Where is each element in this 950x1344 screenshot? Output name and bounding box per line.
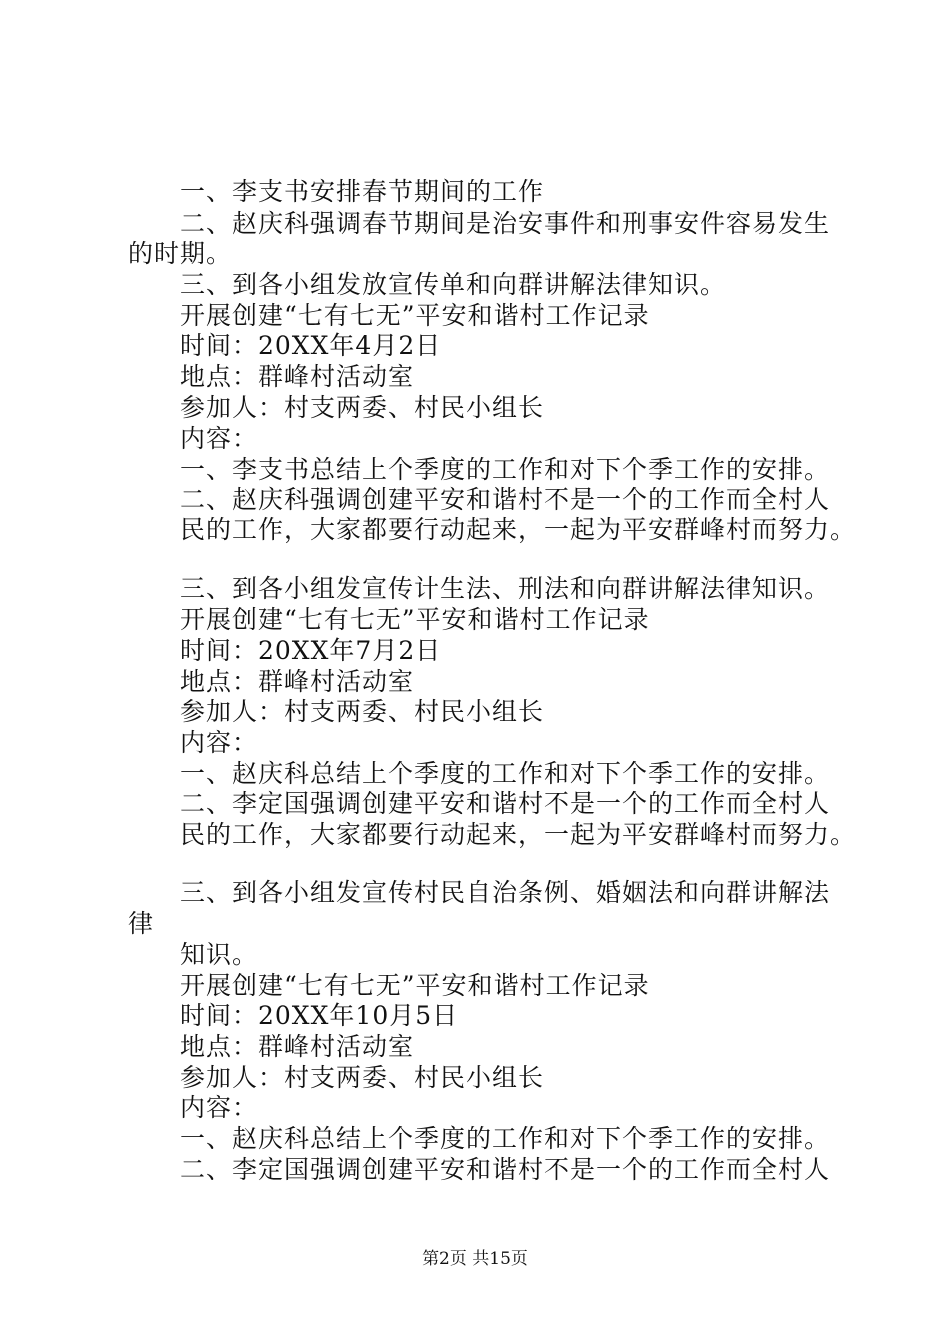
text-line: 地点：群峰村活动室 (180, 1032, 415, 1061)
text-line: 三、到各小组发放宣传单和向群讲解法律知识。 (180, 270, 727, 299)
text-line: 一、赵庆科总结上个季度的工作和对下个季工作的安排。 (180, 759, 831, 788)
text-line: 一、李支书总结上个季度的工作和对下个季工作的安排。 (180, 455, 831, 484)
text-line: 内容： (180, 728, 259, 757)
text-line: 内容： (180, 424, 259, 453)
text-line: 知识。 (180, 940, 259, 969)
text-line: 地点：群峰村活动室 (180, 362, 415, 391)
text-line: 开展创建“七有七无”平安和谐村工作记录 (180, 301, 650, 330)
text-line: 二、李定国强调创建平安和谐村不是一个的工作而全村人 (180, 789, 831, 818)
text-line: 二、赵庆科强调春节期间是治安事件和刑事安件容易发生 (180, 209, 831, 238)
text-line: 参加人：村支两委、村民小组长 (180, 393, 545, 422)
text-line: 参加人：村支两委、村民小组长 (180, 1063, 545, 1092)
text-line: 三、到各小组发宣传村民自治条例、婚姻法和向群讲解法 (180, 878, 831, 907)
text-line: 的时期。 (128, 239, 233, 268)
text-line: 民的工作，大家都要行动起来，一起为平安群峰村而努力。 (180, 820, 857, 849)
text-line: 时间：20XX年4月2日 (180, 331, 442, 360)
text-line: 时间：20XX年10月5日 (180, 1001, 459, 1030)
text-line: 参加人：村支两委、村民小组长 (180, 697, 545, 726)
text-line: 开展创建“七有七无”平安和谐村工作记录 (180, 605, 650, 634)
text-line: 时间：20XX年7月2日 (180, 636, 442, 665)
page-footer: 第2页 共15页 (422, 1249, 528, 1269)
text-line: 三、到各小组发宣传计生法、刑法和向群讲解法律知识。 (180, 574, 831, 603)
text-line: 地点：群峰村活动室 (180, 667, 415, 696)
text-line: 二、李定国强调创建平安和谐村不是一个的工作而全村人 (180, 1155, 831, 1184)
text-line: 民的工作，大家都要行动起来，一起为平安群峰村而努力。 (180, 515, 857, 544)
text-line: 律 (128, 909, 155, 938)
text-line: 一、赵庆科总结上个季度的工作和对下个季工作的安排。 (180, 1124, 831, 1153)
text-line: 内容： (180, 1093, 259, 1122)
text-line: 一、李支书安排春节期间的工作 (180, 177, 545, 206)
text-line: 二、赵庆科强调创建平安和谐村不是一个的工作而全村人 (180, 485, 831, 514)
text-line: 开展创建“七有七无”平安和谐村工作记录 (180, 971, 650, 1000)
